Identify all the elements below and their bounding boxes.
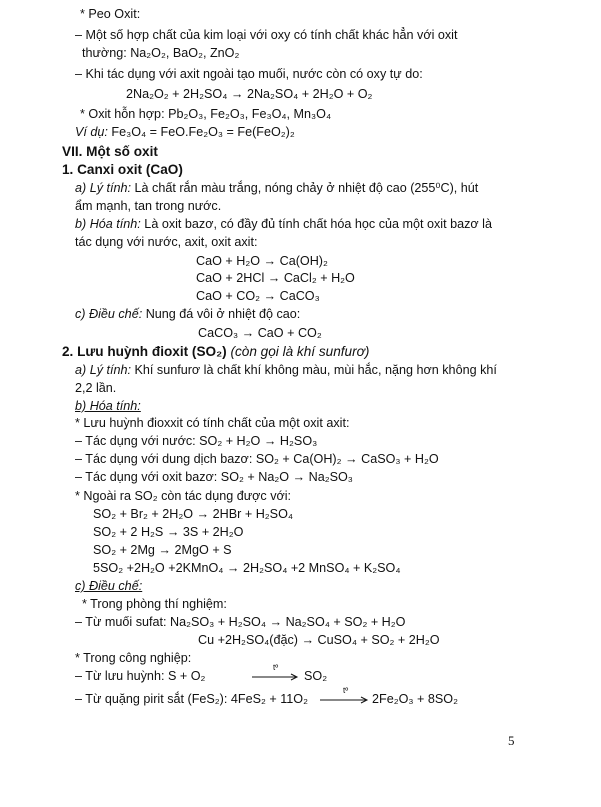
text-line: SO₂ — [304, 669, 328, 683]
heat-label-2: tº — [343, 686, 349, 695]
text-line: c) Điều chế: — [75, 579, 143, 593]
text-line: * Oxit hỗn hợp: Pb₂O₃, Fe₂O₃, Fe₃O₄, Mn₃O₄ — [80, 107, 332, 121]
text-line: – Từ lưu huỳnh: S + O₂ — [75, 669, 206, 683]
text-line: CaO + H₂O → Ca(OH)₂ — [196, 254, 328, 268]
text-line: b) Hóa tính: — [75, 399, 141, 413]
text-line: CaCO₃ → CaO + CO₂ — [198, 326, 322, 340]
text-line: – Từ quặng pirit sắt (FeS₂): 4FeS₂ + 11O₂ — [75, 692, 308, 706]
text-line: * Trong công nghiệp: — [75, 651, 192, 665]
text-line: 2Fe₂O₃ + 8SO₂ — [372, 692, 458, 706]
text-line: – Tác dụng với dung dịch bazơ: SO₂ + Ca(OH)₂ → CaSO₃ + H₂O — [75, 452, 439, 466]
text-line: – Từ muối sufat: Na₂SO₃ + H₂SO₄ → Na₂SO₄ + SO₂ + H₂O — [75, 615, 406, 629]
text-line: * Peo Oxit: — [80, 7, 141, 21]
heat-label-1: tº — [273, 663, 279, 672]
text-line: 2Na₂O₂ + 2H₂SO₄ → 2Na₂SO₄ + 2H₂O + O₂ — [126, 87, 373, 101]
text-line: – Tác dụng với oxit bazơ: SO₂ + Na₂O → Na₂SO₃ — [75, 470, 353, 484]
text-line: c) Điều chế: Nung đá vôi ở nhiệt độ cao: — [75, 307, 301, 321]
text-line: tác dụng với nước, axit, oxit axit: — [75, 235, 258, 249]
text-line: * Lưu huỳnh đioxxit có tính chất của một oxit axit: — [75, 416, 350, 430]
text-line: Ví dụ: Fe₃O₄ = FeO.Fe₂O₃ = Fe(FeO₂)₂ — [75, 125, 295, 139]
text-line: SO₂ + 2Mg → 2MgO + S — [93, 543, 232, 557]
text-line: SO₂ + Br₂ + 2H₂O → 2HBr + H₂SO₄ — [93, 507, 294, 521]
text-line: a) Lý tính: Là chất rắn màu trắng, nóng chảy ở nhiệt độ cao (255⁰C), hút — [75, 181, 479, 195]
heat-arrow-1 — [250, 663, 302, 685]
text-line: thường: Na₂O₂, BaO₂, ZnO₂ — [82, 46, 240, 60]
text-line: CaO + 2HCl → CaCl₂ + H₂O — [196, 271, 355, 285]
text-line: – Tác dụng với nước: SO₂ + H₂O → H₂SO₃ — [75, 434, 318, 448]
text-line: 5SO₂ +2H₂O +2KMnO₄ → 2H₂SO₄ +2 MnSO₄ + K₂SO₄ — [93, 561, 401, 575]
text-line: Cu +2H₂SO₄(đặc) → CuSO₄ + SO₂ + 2H₂O — [198, 633, 440, 647]
heat-arrow-2 — [318, 686, 372, 708]
section-heading: 1. Canxi oxit (CaO) — [62, 162, 183, 177]
text-line: CaO + CO₂ → CaCO₃ — [196, 289, 320, 303]
text-line: SO₂ + 2 H₂S → 3S + 2H₂O — [93, 525, 244, 539]
section-heading: 2. Lưu huỳnh đioxit (SO₂) (còn gọi là khí sunfurơ) — [62, 344, 370, 359]
text-line: * Ngoài ra SO₂ còn tác dụng được với: — [75, 489, 292, 503]
text-line: * Trong phòng thí nghiệm: — [82, 597, 227, 611]
text-line: b) Hóa tính: Là oxit bazơ, có đầy đủ tính chất hóa học của một oxit bazơ là — [75, 217, 492, 231]
text-line: 2,2 lần. — [75, 381, 117, 395]
text-line: a) Lý tính: Khí sunfurơ là chất khí không màu, mùi hắc, nặng hơn không khí — [75, 363, 497, 377]
section-heading: VII. Một số oxit — [62, 144, 158, 159]
page-number: 5 — [508, 733, 515, 748]
text-line: ẩm mạnh, tan trong nước. — [75, 199, 222, 213]
text-line: – Khi tác dụng với axit ngoài tạo muối, nước còn có oxy tự do: — [75, 67, 423, 81]
text-line: – Một số hợp chất của kim loại với oxy có tính chất khác hẳn với oxit — [75, 28, 458, 42]
